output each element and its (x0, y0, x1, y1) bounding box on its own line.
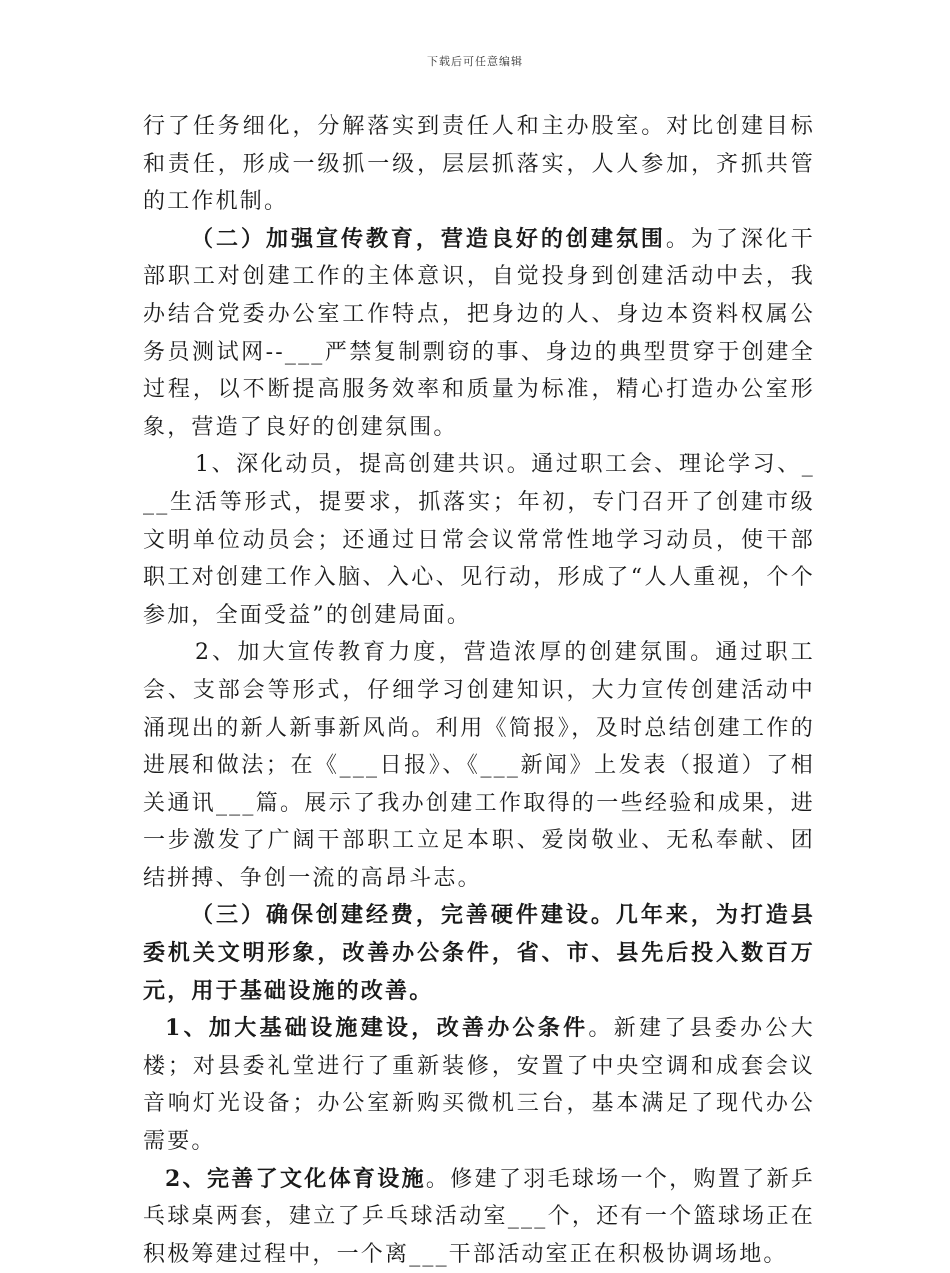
paragraph-publicity-strength (143, 634, 815, 897)
paragraph-deepen-mobilization (143, 446, 815, 634)
paragraph-text: 。新建了县委办公大楼；对县委礼堂进行了重新装修，安置了中央空调和成套会议音响灯光设备；办公室新购买微机三台，基本满足了现代办公需要。 (143, 1016, 815, 1155)
paragraph-text: 2、加大宣传教育力度，营造浓厚的创建氛围。通过职工会、支部会等形式，仔细学习创建知识，大力宣传创建活动中涌现出的新人新事新风尚。利用《简报》，及时总结创建工作的进展和做法；在《___日报》、《___新闻》上发表（报道）了相关通讯___篇。展示了我办创建工作取得的一些经验和成果，进一步激发了广阔干部职工立足本职、爱岗敬业、无私奉献、团结拼搏、争创一流的高昂斗志。 (143, 640, 815, 891)
paragraph-infrastructure (143, 1010, 815, 1160)
page-header: 下载后可任意编辑 (427, 55, 523, 68)
section-heading-two: （二）加强宣传教育，营造良好的创建氛围 (191, 225, 666, 252)
paragraph-publicity-education (143, 221, 815, 447)
paragraph-text: 1、深化动员，提高创建共识。通过职工会、理论学习、___生活等形式，提要求，抓落实；年初，专门召开了创建市级文明单位动员会；还通过日常会议常常性地学习动员，使干部职工对创建工作入脑、入心、见行动，形成了“人人重视，个个参加，全面受益”的创建局面。 (143, 452, 815, 628)
paragraph-text: 。为了深化干部职工对创建工作的主体意识，自觉投身到创建活动中去，我办结合党委办公室工作特点，把身边的人、身边本资料权属公务员测试网--___严禁复制剽窃的事、身边的典型贯穿于创建全过程，以不断提高服务效率和质量为标准，精心打造办公室形象，营造了良好的创建氛围。 (143, 226, 815, 440)
paragraph-sports-facilities (143, 1161, 815, 1273)
paragraph-text: 。修建了羽毛球场一个，购置了新乒乓球桌两套，建立了乒乓球活动室___个，还有一个篮球场正在积极筹建过程中，一个离___干部活动室正在积极协调场地。 (143, 1166, 816, 1267)
paragraph-text: 行了任务细化，分解落实到责任人和主办股室。对比创建目标和责任，形成一级抓一级，层层抓落实，人人参加，齐抓共管的工作机制。 (143, 114, 815, 215)
paragraph-task-breakdown (143, 108, 815, 221)
section-heading-three: （三）确保创建经费，完善硬件建设。几年来，为打造县委机关文明形象，改善办公条件，省、市、县先后投入数百万元，用于基础设施的改善。 (143, 902, 815, 1004)
subheading-infrastructure: 1、加大基础设施建设，改善办公条件 (165, 1015, 589, 1042)
subheading-sports-facilities: 2、完善了文化体育设施 (165, 1165, 426, 1192)
paragraph-funding-hardware (143, 897, 815, 1010)
document-body (143, 108, 815, 1273)
